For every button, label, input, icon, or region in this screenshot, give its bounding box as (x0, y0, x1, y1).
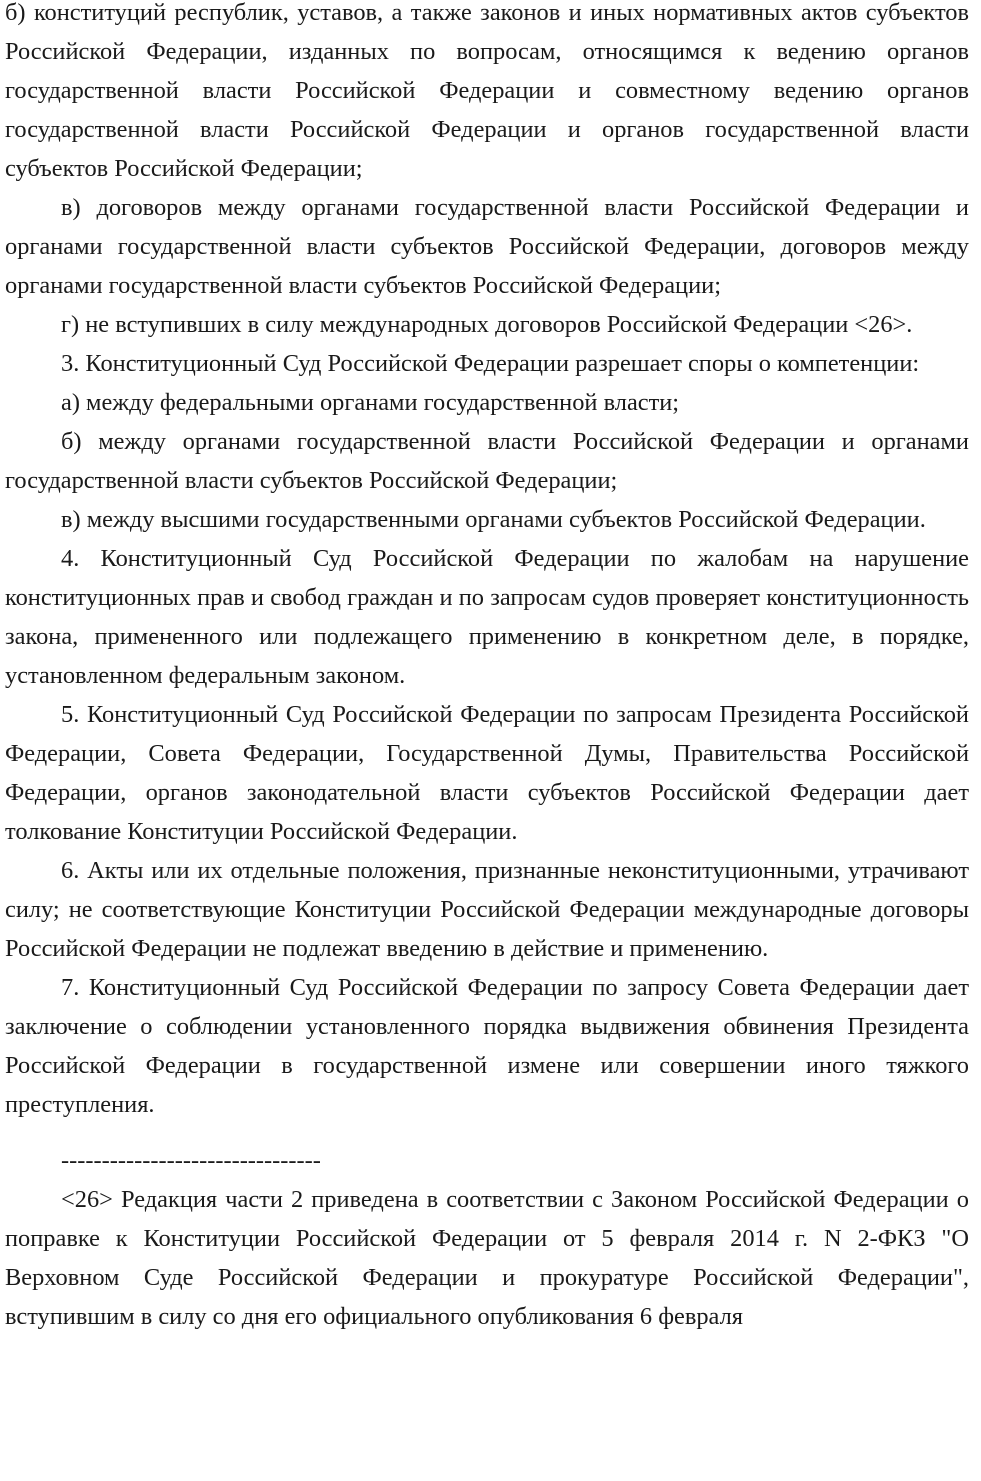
paragraph-v-treaties: в) договоров между органами государственной власти Российской Федерации и органами государственной власти субъектов Российской Федерации, договоров между органами государственной власти субъектов Российской Федерации; (5, 194, 969, 299)
paragraph-6-acts: 6. Акты или их отдельные положения, признанные неконституционными, утрачивают силу; не соответствующие Конституции Российской Федерации международные договоры Российской Федерации не подлежат введению в действие и применению. (5, 857, 969, 962)
footnote-26: <26> Редакция части 2 приведена в соответствии с Законом Российской Федерации о поправке к Конституции Российской Федерации от 5 февраля 2014 г. N 2-ФКЗ "О Верховном Суде Российской Федерации и прокуратуре Российской Федерации", вступившим в силу со дня его официального опубликования 6 февраля (5, 1186, 969, 1330)
paragraph-3v: в) между высшими государственными органами субъектов Российской Федерации. (61, 506, 926, 533)
paragraph-3a: а) между федеральными органами государственной власти; (61, 389, 680, 416)
document-page (5, 0, 969, 1336)
paragraph-3b: б) между органами государственной власти Российской Федерации и органами государственной власти субъектов Российской Федерации; (5, 428, 969, 494)
paragraph-4-complaints: 4. Конституционный Суд Российской Федерации по жалобам на нарушение конституционных прав и свобод граждан и по запросам судов проверяет конституционность закона, примененного или подлежащего применению в конкретном деле, в порядке, установленном федеральным законом. (5, 545, 969, 689)
paragraph-5-interpretation: 5. Конституционный Суд Российской Федерации по запросам Президента Российской Федерации, Совета Федерации, Государственной Думы, Правительства Российской Федерации, органов законодательной власти субъектов Российской Федерации дает толкование Конституции Российской Федерации. (5, 701, 969, 845)
paragraph-g-international: г) не вступивших в силу международных договоров Российской Федерации <26>. (61, 311, 913, 338)
footnote-separator: -------------------------------- (61, 1147, 321, 1174)
paragraph-b-constitutions: б) конституций республик, уставов, а также законов и иных нормативных актов субъектов Российской Федерации, изданных по вопросам, относящимся к ведению органов государственной власти Российской Федерации и совместному ведению органов государственной власти Российской Федерации и органов государственной власти субъектов Российской Федерации; (5, 0, 969, 182)
paragraph-7-conclusion: 7. Конституционный Суд Российской Федерации по запросу Совета Федерации дает заключение о соблюдении установленного порядка выдвижения обвинения Президента Российской Федерации в государственной измене или совершении иного тяжкого преступления. (5, 974, 969, 1118)
paragraph-3-disputes: 3. Конституционный Суд Российской Федерации разрешает споры о компетенции: (61, 350, 920, 377)
